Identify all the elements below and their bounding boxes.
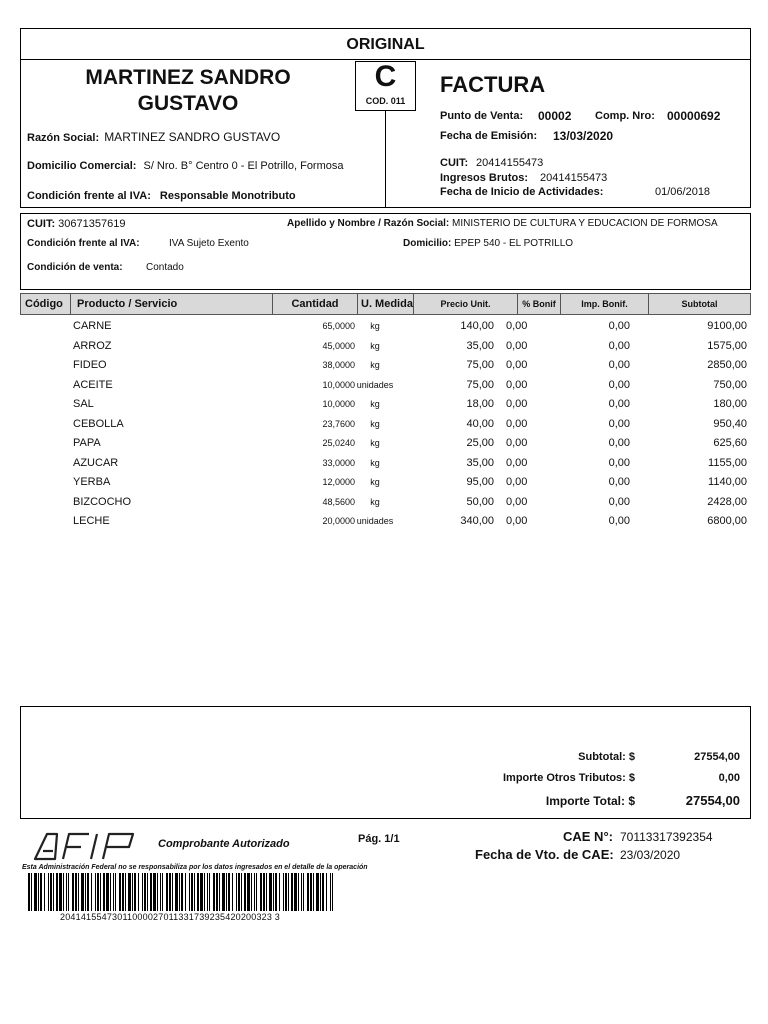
- cell-imp-bonif: 0,00: [608, 515, 630, 527]
- barcode-bar: [68, 873, 69, 911]
- cell-cantidad: 23,7600: [322, 418, 355, 429]
- razon-social-value: MARTINEZ SANDRO GUSTAVO: [104, 130, 281, 144]
- punto-venta-value: 00002: [538, 109, 572, 123]
- cell-bonif: 0,00: [506, 359, 528, 371]
- barcode-bar: [204, 873, 205, 911]
- barcode-bar: [228, 873, 230, 911]
- cell-imp-bonif: 0,00: [608, 398, 630, 410]
- barcode-bar: [91, 873, 92, 911]
- barcode-bar: [97, 873, 99, 911]
- importe-total-label: Importe Total: $: [545, 794, 635, 808]
- client-nombre-label: Apellido y Nombre / Razón Social:: [287, 218, 450, 229]
- cell-subtotal: 1155,00: [708, 456, 747, 469]
- cell-imp-bonif: 0,00: [608, 437, 630, 449]
- barcode-bar: [269, 873, 272, 911]
- table-row: [20, 512, 751, 531]
- cell-bonif: 0,00: [506, 456, 528, 469]
- razon-social-label: Razón Social:: [27, 132, 100, 144]
- cell-unidad: unidades: [356, 379, 394, 390]
- barcode-bar: [50, 873, 52, 911]
- client-cuit: [27, 218, 125, 230]
- cell-precio: 75,00: [466, 378, 494, 391]
- table-row: [20, 434, 751, 453]
- cell-subtotal: 2428,00: [707, 495, 747, 508]
- cell-producto: PAPA: [73, 437, 101, 449]
- fecha-emision-label: Fecha de Emisión:: [440, 130, 538, 142]
- cell-producto: LECHE: [73, 515, 110, 527]
- barcode-bar: [34, 873, 37, 911]
- barcode-bar: [134, 873, 136, 911]
- cell-subtotal: 180,00: [713, 398, 747, 410]
- comp-nro-label: Comp. Nro:: [595, 110, 655, 122]
- cell-cantidad: 48,5600: [322, 496, 355, 507]
- barcode-bar: [260, 873, 262, 911]
- cell-precio: 140,00: [460, 320, 494, 332]
- barcode-bar: [313, 873, 314, 911]
- client-domicilio: [403, 238, 573, 249]
- barcode-bar: [169, 873, 171, 911]
- barcode-bar: [157, 873, 158, 911]
- header-vertical-divider: [385, 111, 386, 208]
- cell-imp-bonif: 0,00: [608, 417, 630, 430]
- barcode-bar: [28, 873, 30, 911]
- barcode-bar: [125, 873, 126, 911]
- cell-precio: 50,00: [466, 495, 494, 508]
- cell-imp-bonif: 0,00: [608, 476, 630, 488]
- inicio-actividades-label: Fecha de Inicio de Actividades:: [440, 186, 604, 198]
- barcode-bar: [244, 873, 246, 911]
- cae-value: 70113317392354: [620, 830, 713, 844]
- barcode-bar: [87, 873, 89, 911]
- cell-cantidad: 12,0000: [322, 477, 355, 487]
- col-codigo: Código: [21, 294, 71, 314]
- barcode-bar: [75, 873, 77, 911]
- cell-imp-bonif: 0,00: [608, 495, 630, 508]
- cell-imp-bonif: 0,00: [608, 320, 630, 332]
- table-row: [20, 317, 751, 336]
- subtotal-label: Subtotal: $: [578, 751, 635, 763]
- cell-cantidad: 25,0240: [322, 438, 355, 448]
- barcode-number: 20414155473011000027011331739235420200323 3: [60, 912, 280, 922]
- barcode-bar: [103, 873, 105, 911]
- cell-imp-bonif: 0,00: [608, 359, 630, 371]
- barcode-bar: [241, 873, 242, 911]
- barcode-bar: [247, 873, 250, 911]
- barcode-bar: [106, 873, 109, 911]
- barcode-bar: [142, 873, 143, 911]
- barcode-bar: [191, 873, 193, 911]
- condicion-iva: [27, 190, 296, 202]
- barcode: [28, 873, 333, 911]
- client-nombre: [287, 218, 718, 229]
- barcode-bar: [236, 873, 237, 911]
- barcode-bar: [330, 873, 331, 911]
- col-subtotal: Subtotal: [681, 299, 718, 309]
- barcode-bar: [207, 873, 208, 911]
- cell-producto: AZUCAR: [73, 456, 119, 469]
- cell-bonif: 0,00: [506, 398, 528, 410]
- barcode-bar: [85, 873, 86, 911]
- cell-imp-bonif: 0,00: [608, 339, 630, 352]
- cell-producto: FIDEO: [73, 359, 107, 371]
- barcode-bar: [216, 873, 218, 911]
- barcode-bar: [63, 873, 64, 911]
- barcode-bar: [56, 873, 58, 911]
- otros-tributos-label: Importe Otros Tributos: $: [502, 772, 635, 784]
- cell-cantidad: 10,0000: [322, 379, 355, 390]
- invoice-type-code: COD. 011: [365, 96, 406, 106]
- ingresos-brutos-value: 20414155473: [540, 172, 608, 184]
- barcode-bar: [119, 873, 121, 911]
- cell-producto: YERBA: [73, 476, 111, 488]
- cell-bonif: 0,00: [506, 320, 528, 332]
- original-label: ORIGINAL: [346, 36, 425, 53]
- vto-cae-value: 23/03/2020: [620, 848, 681, 862]
- cell-subtotal: 625,60: [713, 437, 747, 449]
- barcode-bar: [322, 873, 324, 911]
- cell-unidad: unidades: [356, 516, 394, 526]
- barcode-bar: [303, 873, 304, 911]
- col-precio: Precio Unit.: [414, 294, 518, 314]
- subtotal-value: 27554,00: [694, 751, 740, 763]
- condicion-iva-label: Condición frente al IVA:: [27, 190, 151, 202]
- barcode-bar: [254, 873, 255, 911]
- cell-unidad: kg: [370, 477, 380, 487]
- barcode-bar: [160, 873, 161, 911]
- table-row: [20, 415, 751, 434]
- barcode-bar: [172, 873, 173, 911]
- barcode-bar: [222, 873, 225, 911]
- ingresos-brutos-label: Ingresos Brutos:: [440, 172, 529, 184]
- cell-imp-bonif: 0,00: [608, 456, 630, 469]
- comprobante-autorizado: Comprobante Autorizado: [158, 838, 290, 850]
- cell-precio: 35,00: [466, 339, 494, 352]
- cell-producto: ACEITE: [73, 378, 113, 391]
- cell-producto: BIZCOCHO: [73, 495, 132, 508]
- barcode-bar: [219, 873, 220, 911]
- barcode-bar: [310, 873, 312, 911]
- cell-precio: 340,00: [460, 515, 494, 527]
- col-imp-bonif: Imp. Bonif.: [561, 294, 649, 314]
- col-producto: Producto / Servicio: [71, 294, 273, 314]
- table-row: [20, 395, 751, 414]
- cell-producto: ARROZ: [73, 339, 112, 352]
- vto-cae-label: Fecha de Vto. de CAE:: [475, 847, 614, 862]
- barcode-bar: [95, 873, 96, 911]
- barcode-bar: [263, 873, 265, 911]
- cell-cantidad: 38,0000: [322, 360, 355, 370]
- cell-unidad: kg: [370, 438, 380, 448]
- barcode-bar: [232, 873, 233, 911]
- barcode-bar: [197, 873, 199, 911]
- cell-precio: 75,00: [466, 359, 494, 371]
- barcode-bar: [326, 873, 327, 911]
- cell-precio: 25,00: [466, 437, 494, 449]
- barcode-bar: [138, 873, 139, 911]
- barcode-bar: [238, 873, 240, 911]
- importe-total-value: 27554,00: [685, 793, 740, 808]
- barcode-bar: [273, 873, 274, 911]
- doc-title: FACTURA: [440, 72, 546, 97]
- client-cuit-value: 30671357619: [58, 218, 126, 230]
- razon-social: [27, 130, 280, 144]
- cell-subtotal: 750,00: [713, 378, 747, 391]
- emisor-cuit-label: CUIT:: [440, 157, 469, 169]
- cell-subtotal: 6800,00: [707, 515, 747, 527]
- barcode-bar: [115, 873, 116, 911]
- barcode-bar: [150, 873, 152, 911]
- cell-bonif: 0,00: [506, 417, 528, 430]
- barcode-bar: [213, 873, 215, 911]
- barcode-bar: [181, 873, 183, 911]
- table-row: [20, 356, 751, 375]
- client-iva-label: Condición frente al IVA:: [27, 238, 140, 249]
- barcode-bar: [110, 873, 111, 911]
- cell-producto: SAL: [73, 398, 94, 410]
- barcode-bar: [53, 873, 54, 911]
- barcode-bar: [44, 873, 45, 911]
- cell-unidad: kg: [370, 457, 380, 468]
- barcode-bar: [59, 873, 62, 911]
- barcode-bar: [291, 873, 293, 911]
- cell-cantidad: 10,0000: [322, 399, 355, 409]
- client-domicilio-value: EPEP 540 - EL POTRILLO: [454, 238, 574, 249]
- cell-bonif: 0,00: [506, 378, 528, 391]
- barcode-bar: [185, 873, 186, 911]
- items-table-header: [20, 293, 751, 315]
- barcode-bar: [316, 873, 319, 911]
- barcode-bar: [307, 873, 309, 911]
- cell-precio: 95,00: [466, 476, 494, 488]
- cell-subtotal: 950,40: [713, 417, 747, 430]
- cell-bonif: 0,00: [506, 476, 528, 488]
- client-nombre-value: MINISTERIO DE CULTURA Y EDUCACION DE FORMOSA: [452, 218, 718, 229]
- barcode-bar: [288, 873, 289, 911]
- barcode-bar: [179, 873, 180, 911]
- barcode-bar: [147, 873, 148, 911]
- page-number: Pág. 1/1: [358, 833, 400, 845]
- barcode-bar: [153, 873, 156, 911]
- cell-bonif: 0,00: [506, 515, 528, 527]
- cell-bonif: 0,00: [506, 495, 528, 508]
- cell-precio: 18,00: [466, 398, 494, 410]
- cell-unidad: kg: [370, 321, 380, 331]
- barcode-bar: [132, 873, 133, 911]
- cell-unidad: kg: [370, 496, 380, 507]
- col-bonif: % Bonif: [518, 294, 561, 314]
- client-domicilio-label: Domicilio:: [403, 238, 452, 249]
- barcode-bar: [162, 873, 163, 911]
- barcode-bar: [194, 873, 195, 911]
- barcode-bar: [266, 873, 267, 911]
- cell-bonif: 0,00: [506, 339, 528, 352]
- barcode-bar: [66, 873, 67, 911]
- cae-label: CAE N°:: [563, 829, 613, 844]
- barcode-bar: [175, 873, 178, 911]
- afip-logo: [33, 831, 143, 861]
- condicion-venta-value: Contado: [146, 262, 184, 273]
- cell-unidad: kg: [370, 340, 380, 351]
- barcode-bar: [200, 873, 203, 911]
- barcode-bar: [81, 873, 84, 911]
- barcode-bar: [320, 873, 321, 911]
- barcode-bar: [279, 873, 280, 911]
- otros-tributos-value: 0,00: [718, 772, 740, 784]
- barcode-bar: [251, 873, 252, 911]
- barcode-bar: [301, 873, 302, 911]
- barcode-bar: [31, 873, 32, 911]
- barcode-bar: [166, 873, 168, 911]
- barcode-bar: [122, 873, 124, 911]
- cell-precio: 40,00: [466, 417, 494, 430]
- cell-subtotal: 2850,00: [707, 359, 747, 371]
- cell-unidad: kg: [370, 360, 380, 370]
- fecha-emision-value: 13/03/2020: [553, 129, 614, 143]
- col-cantidad: Cantidad: [273, 294, 358, 314]
- barcode-bar: [283, 873, 284, 911]
- cell-cantidad: 65,0000: [322, 321, 355, 331]
- domicilio-comercial-label: Domicilio Comercial:: [27, 160, 137, 172]
- barcode-bar: [285, 873, 287, 911]
- client-iva-value: IVA Sujeto Exento: [169, 238, 249, 249]
- table-row: [20, 473, 751, 492]
- client-cuit-label: CUIT:: [27, 218, 56, 230]
- company-name-line1: MARTINEZ SANDRO: [85, 66, 291, 89]
- punto-venta-label: Punto de Venta:: [440, 110, 524, 122]
- table-row: [20, 454, 751, 473]
- barcode-bar: [294, 873, 297, 911]
- company-name-line2: GUSTAVO: [137, 92, 239, 115]
- cell-subtotal: 1575,00: [707, 339, 747, 352]
- domicilio-comercial-value: S/ Nro. B° Centro 0 - El Potrillo, Formosa: [143, 160, 344, 172]
- cell-subtotal: 1140,00: [708, 476, 747, 488]
- cell-cantidad: 20,0000: [322, 516, 355, 526]
- barcode-bar: [189, 873, 190, 911]
- cell-subtotal: 9100,00: [707, 320, 747, 332]
- cell-cantidad: 33,0000: [322, 457, 355, 468]
- condicion-venta-label: Condición de venta:: [27, 262, 123, 273]
- domicilio-comercial: [27, 160, 344, 172]
- cell-bonif: 0,00: [506, 437, 528, 449]
- barcode-bar: [113, 873, 114, 911]
- barcode-bar: [144, 873, 146, 911]
- cell-precio: 35,00: [466, 456, 494, 469]
- barcode-bar: [40, 873, 42, 911]
- table-row: [20, 493, 751, 512]
- disclaimer: Esta Administración Federal no se responsabiliza por los datos ingresados en el detalle de la operación: [22, 864, 368, 871]
- inicio-actividades-value: 01/06/2018: [655, 186, 711, 198]
- table-row: [20, 337, 751, 356]
- barcode-bar: [78, 873, 79, 911]
- barcode-bar: [209, 873, 210, 911]
- barcode-bar: [275, 873, 277, 911]
- cell-unidad: kg: [370, 418, 380, 429]
- condicion-iva-value: Responsable Monotributo: [159, 190, 296, 202]
- cell-producto: CEBOLLA: [73, 417, 124, 430]
- barcode-bar: [128, 873, 131, 911]
- cell-imp-bonif: 0,00: [608, 378, 630, 391]
- barcode-bar: [100, 873, 101, 911]
- barcode-bar: [256, 873, 257, 911]
- emisor-cuit-value: 20414155473: [476, 157, 544, 169]
- barcode-bar: [332, 873, 333, 911]
- barcode-bar: [38, 873, 39, 911]
- col-unidad: U. Medida: [358, 294, 414, 314]
- barcode-bar: [72, 873, 74, 911]
- comp-nro-value: 00000692: [667, 109, 721, 123]
- invoice-type-letter: C: [374, 60, 397, 93]
- afip-logo-text: AFIP: [33, 831, 36, 832]
- barcode-bar: [48, 873, 49, 911]
- barcode-bar: [298, 873, 299, 911]
- cell-unidad: kg: [370, 399, 380, 409]
- barcode-bar: [226, 873, 227, 911]
- cell-producto: CARNE: [73, 320, 112, 332]
- table-row: [20, 376, 751, 395]
- cell-cantidad: 45,0000: [322, 340, 355, 351]
